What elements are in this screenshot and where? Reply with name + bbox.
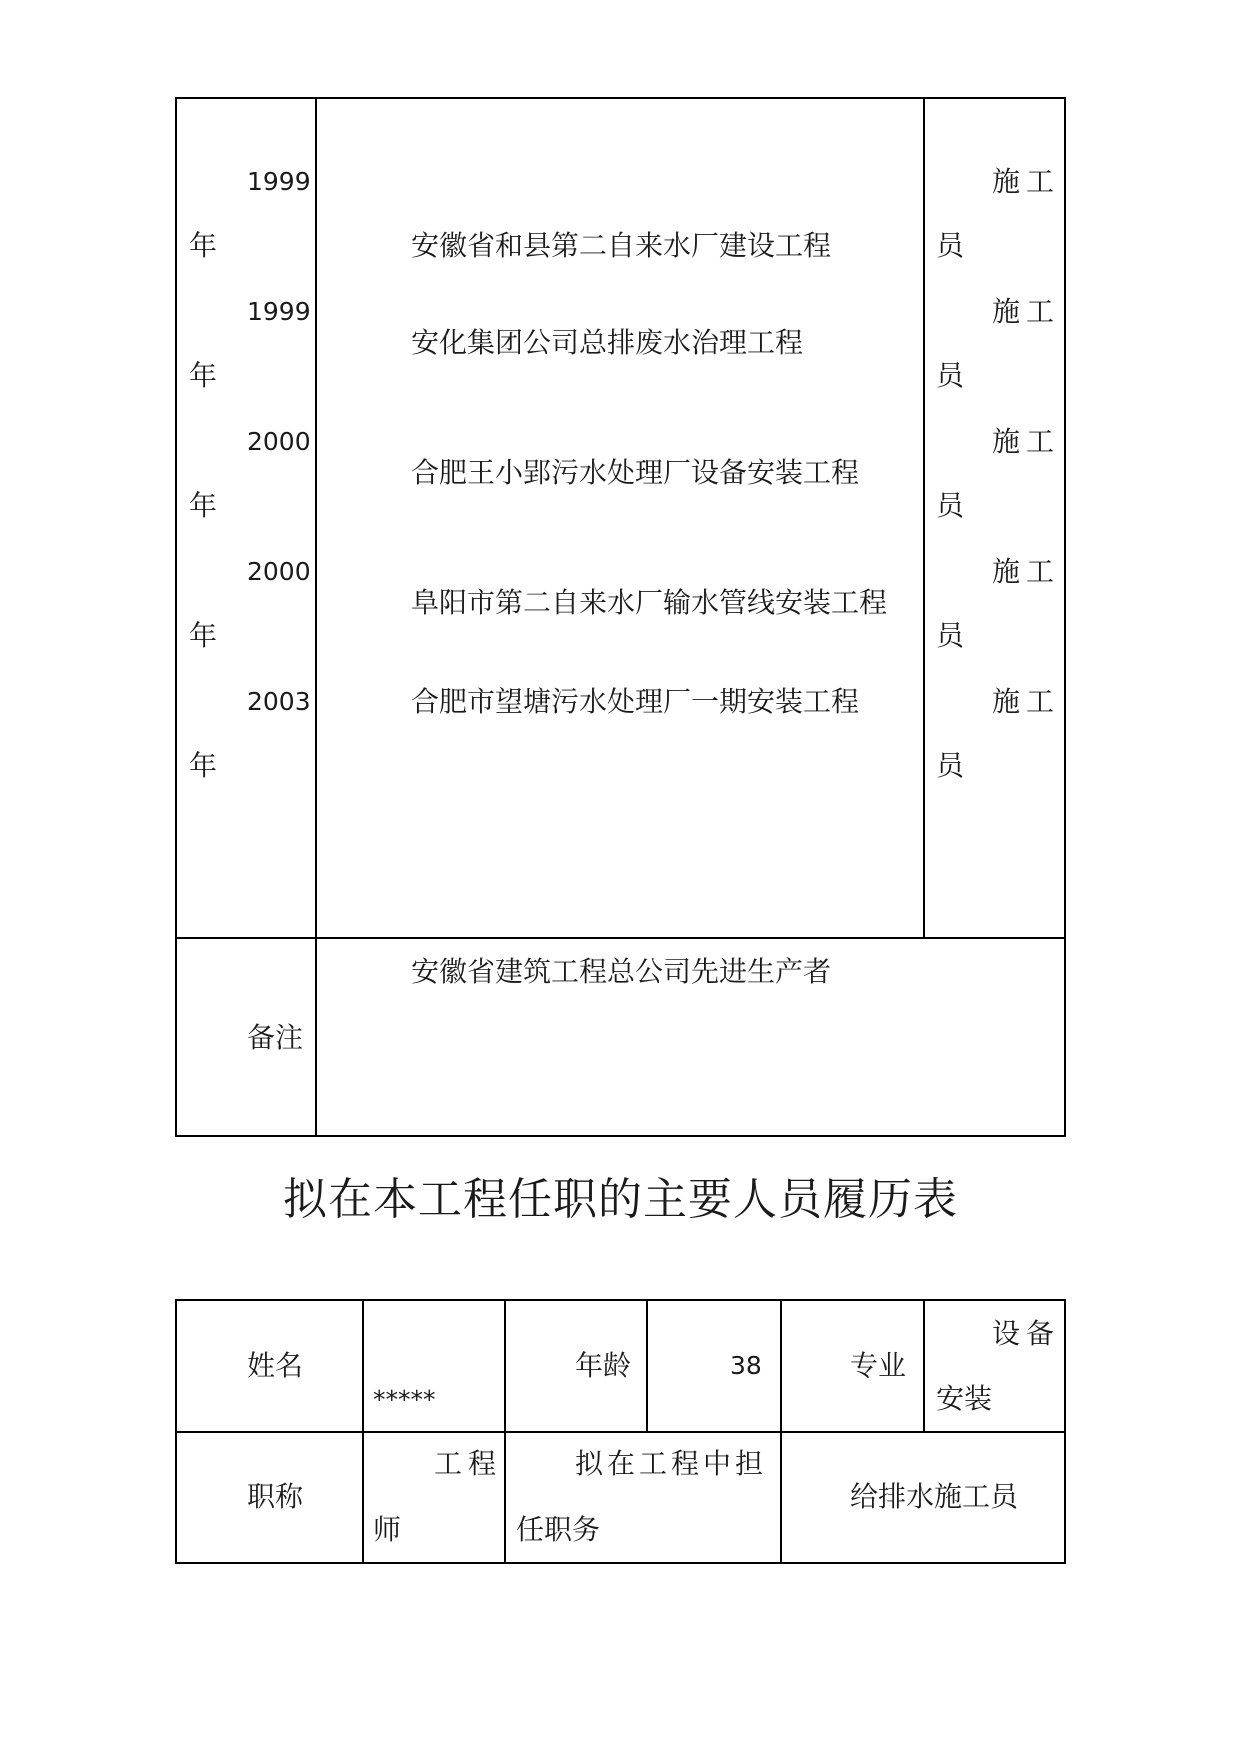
experience-year-suffix: 年	[189, 229, 218, 262]
age-label: 年龄	[575, 1349, 632, 1382]
experience-year: 2000	[247, 557, 311, 586]
experience-role: 施工	[992, 165, 1061, 198]
name-label: 姓名	[247, 1349, 304, 1382]
name-value: *****	[373, 1385, 436, 1414]
experience-year-suffix: 年	[189, 749, 218, 782]
experience-role: 员	[936, 229, 965, 262]
major-value: 设备	[992, 1317, 1061, 1350]
experience-project: 阜阳市第二自来水厂输水管线安装工程	[411, 586, 888, 619]
experience-project: 安化集团公司总排废水治理工程	[411, 326, 804, 359]
experience-project: 合肥市望塘污水处理厂一期安装工程	[411, 685, 860, 718]
experience-project: 安徽省和县第二自来水厂建设工程	[411, 229, 832, 262]
title-value: 师	[373, 1513, 402, 1546]
experience-role: 员	[936, 619, 965, 652]
title-label: 职称	[247, 1480, 304, 1513]
experience-project: 合肥王小郢污水处理厂设备安装工程	[411, 456, 860, 489]
experience-role: 施工	[992, 295, 1061, 328]
experience-year-suffix: 年	[189, 489, 218, 522]
experience-role: 员	[936, 749, 965, 782]
remarks-value: 安徽省建筑工程总公司先进生产者	[411, 955, 832, 988]
major-value: 安装	[936, 1382, 993, 1415]
remarks-label: 备注	[247, 1021, 304, 1054]
position-label: 任职务	[516, 1513, 601, 1546]
experience-year: 2003	[247, 687, 311, 716]
age-value: 38	[730, 1351, 762, 1380]
experience-year-suffix: 年	[189, 359, 218, 392]
major-label: 专业	[850, 1349, 907, 1382]
experience-role: 施工	[992, 685, 1061, 718]
experience-year: 1999	[247, 297, 311, 326]
position-label: 拟在工程中担	[575, 1447, 768, 1480]
experience-role: 施工	[992, 425, 1061, 458]
experience-year-suffix: 年	[189, 619, 218, 652]
title-value: 工程	[434, 1447, 503, 1480]
experience-role: 施工	[992, 555, 1061, 588]
experience-year: 1999	[247, 167, 311, 196]
experience-role: 员	[936, 489, 965, 522]
experience-year: 2000	[247, 427, 311, 456]
position-value: 给排水施工员	[850, 1480, 1019, 1513]
page-title: 拟在本工程任职的主要人员履历表	[283, 1174, 958, 1225]
experience-role: 员	[936, 359, 965, 392]
